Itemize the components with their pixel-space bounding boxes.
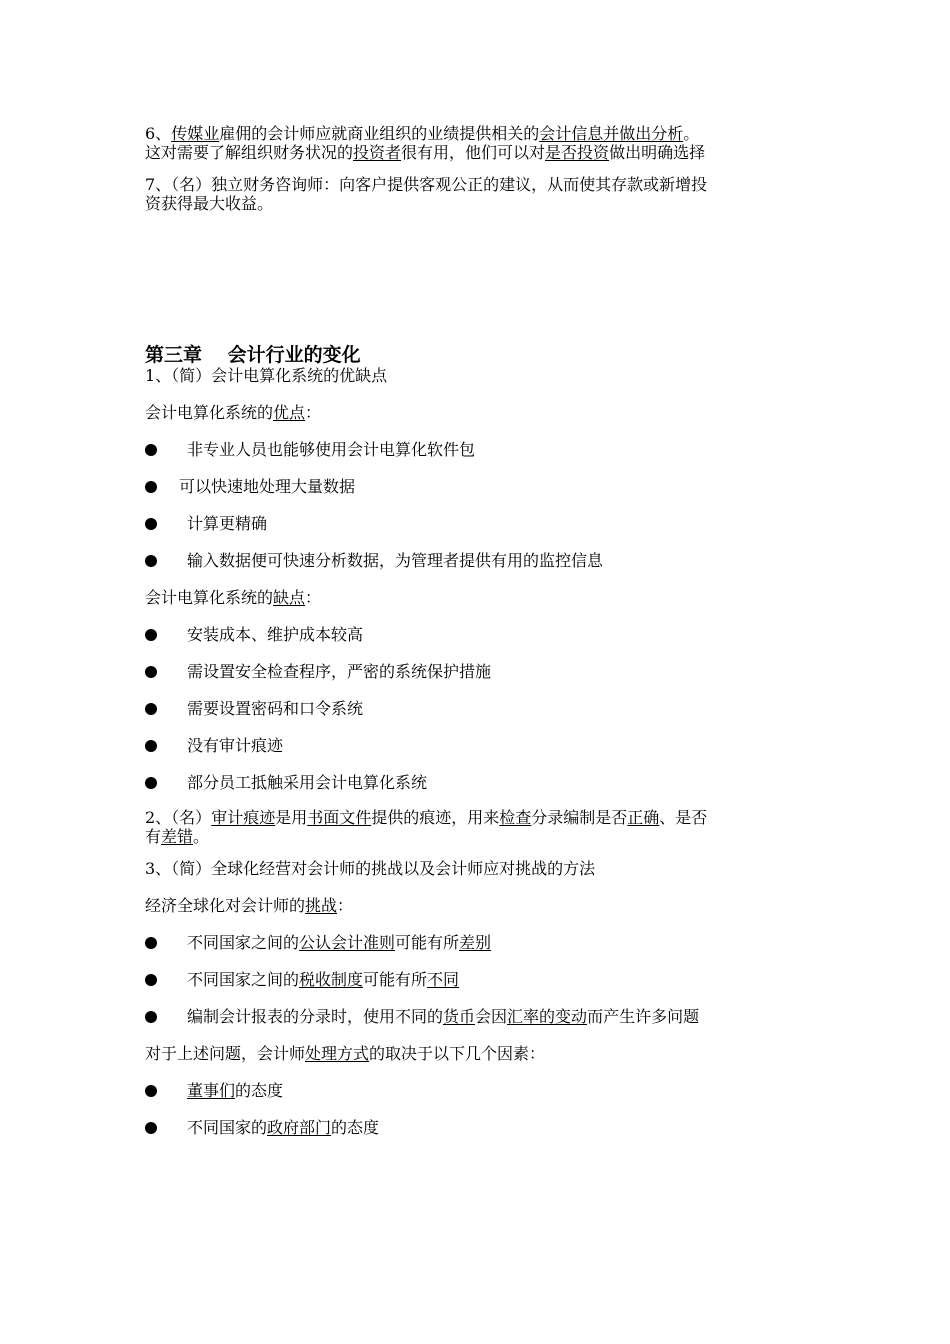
list-item xyxy=(145,970,815,989)
text: 做出明确选择 xyxy=(609,143,706,162)
bullet-icon xyxy=(145,1085,157,1097)
list-item xyxy=(145,1081,815,1100)
list-item xyxy=(145,514,815,533)
underlined-term: 差错 xyxy=(161,827,194,846)
bullet-icon xyxy=(145,1122,157,1134)
text: 不同国家的 xyxy=(187,1118,268,1137)
text: 这对需要了解组织财务状况的 xyxy=(145,143,354,162)
list-item xyxy=(145,933,815,952)
text: 编制会计报表的分录时，使用不同的 xyxy=(187,1007,444,1026)
underlined-term: 书面文件 xyxy=(307,808,372,827)
bullet-icon xyxy=(145,481,157,493)
underlined-term: 正确 xyxy=(627,808,660,827)
advantages-list xyxy=(145,440,815,570)
bullet-icon xyxy=(145,937,157,949)
question-2 xyxy=(145,808,815,846)
list-item-text xyxy=(187,1081,283,1100)
list-item xyxy=(145,625,815,644)
text: ： xyxy=(305,403,322,422)
underlined-term: 会计信息并做出分析 xyxy=(539,124,684,143)
bullet-icon xyxy=(145,703,157,715)
text: 经济全球化对会计师的 xyxy=(145,896,306,915)
document-page xyxy=(145,120,815,1137)
list-item-text: 需要设置密码和口令系统 xyxy=(187,699,364,718)
underlined-term: 挑战 xyxy=(305,896,338,915)
factors-list xyxy=(145,1081,815,1137)
paragraph-6 xyxy=(145,124,815,162)
text: 雇佣的会计师应就商业组织的业绩提供相关的 xyxy=(219,124,540,143)
underlined-term: 缺点 xyxy=(273,588,306,607)
bullet-icon xyxy=(145,974,157,986)
list-item xyxy=(145,773,815,792)
list-item-text xyxy=(187,933,491,952)
question-1-title: 1、（简）会计电算化系统的优缺点 xyxy=(145,366,388,385)
text: 是用 xyxy=(275,808,308,827)
text: ： xyxy=(337,896,354,915)
underlined-term: 检查 xyxy=(499,808,532,827)
text: 会计电算化系统的 xyxy=(145,403,274,422)
underlined-term: 汇率的变动 xyxy=(507,1007,588,1026)
text: 提供的痕迹，用来 xyxy=(371,808,500,827)
disadvantages-intro xyxy=(145,588,815,607)
challenges-intro xyxy=(145,896,815,915)
bullet-icon xyxy=(145,555,157,567)
bullet-icon xyxy=(145,777,157,789)
list-item xyxy=(145,699,815,718)
list-item-text: 可以快速地处理大量数据 xyxy=(179,477,356,496)
text: 不同国家之间的 xyxy=(187,970,300,989)
list-item xyxy=(145,662,815,681)
list-item xyxy=(145,1007,815,1026)
text: 的态度 xyxy=(235,1081,284,1100)
list-item xyxy=(145,1118,815,1137)
underlined-term: 优点 xyxy=(273,403,306,422)
underlined-term: 审计痕迹 xyxy=(211,808,276,827)
methods-intro xyxy=(145,1044,815,1063)
text: ： xyxy=(305,588,322,607)
underlined-term: 政府部门 xyxy=(267,1118,332,1137)
bullet-icon xyxy=(145,666,157,678)
list-item-text: 非专业人员也能够使用会计电算化软件包 xyxy=(187,440,476,459)
underlined-term: 货币 xyxy=(443,1007,476,1026)
question-3-title: 3、（简）全球化经营对会计师的挑战以及会计师应对挑战的方法 xyxy=(145,859,596,878)
list-item-text: 输入数据便可快速分析数据，为管理者提供有用的监控信息 xyxy=(187,551,604,570)
bullet-icon xyxy=(145,518,157,530)
list-item-text: 计算更精确 xyxy=(187,514,268,533)
challenges-list xyxy=(145,933,815,1026)
underlined-term: 税收制度 xyxy=(299,970,364,989)
bullet-icon xyxy=(145,1011,157,1023)
paragraph-7 xyxy=(145,175,815,213)
text: 很有用，他们可以对 xyxy=(401,143,546,162)
underlined-term: 传媒业 xyxy=(171,124,220,143)
text: 、是否 xyxy=(659,808,708,827)
underlined-term: 是否投资 xyxy=(545,143,610,162)
list-item xyxy=(145,736,815,755)
text: 资获得最大收益。 xyxy=(145,194,274,213)
underlined-term: 公认会计准则 xyxy=(299,933,396,952)
underlined-term: 差别 xyxy=(459,933,492,952)
text: 。 xyxy=(193,827,210,846)
text: 6、 xyxy=(145,124,172,143)
text: 分录编制是否 xyxy=(531,808,628,827)
list-item-text: 没有审计痕迹 xyxy=(187,736,284,755)
chapter-title: 第三章 会计行业的变化 xyxy=(145,344,361,366)
text: 不同国家之间的 xyxy=(187,933,300,952)
bullet-icon xyxy=(145,740,157,752)
text: 。 xyxy=(683,124,700,143)
underlined-term: 处理方式 xyxy=(305,1044,370,1063)
list-item xyxy=(145,551,815,570)
text: 对于上述问题，会计师 xyxy=(145,1044,306,1063)
text: 的取决于以下几个因素： xyxy=(369,1044,546,1063)
list-item-text xyxy=(187,970,459,989)
text: 会因 xyxy=(475,1007,508,1026)
text: 可能有所 xyxy=(395,933,460,952)
list-item xyxy=(145,477,815,496)
list-item-text xyxy=(187,1007,699,1026)
underlined-term: 董事们 xyxy=(187,1081,236,1100)
list-item-text: 部分员工抵触采用会计电算化系统 xyxy=(187,773,428,792)
bullet-icon xyxy=(145,629,157,641)
bullet-icon xyxy=(145,444,157,456)
text: 2、（名） xyxy=(145,808,212,827)
text: 会计电算化系统的 xyxy=(145,588,274,607)
list-item-text: 安装成本、维护成本较高 xyxy=(187,625,364,644)
underlined-term: 不同 xyxy=(427,970,460,989)
list-item-text: 需设置安全检查程序，严密的系统保护措施 xyxy=(187,662,492,681)
advantages-intro xyxy=(145,403,815,422)
text: 7、（名）独立财务咨询师：向客户提供客观公正的建议，从而使其存款或新增投 xyxy=(145,175,708,194)
text: 可能有所 xyxy=(363,970,428,989)
text: 而产生许多问题 xyxy=(587,1007,700,1026)
text: 的态度 xyxy=(331,1118,380,1137)
list-item xyxy=(145,440,815,459)
disadvantages-list xyxy=(145,625,815,792)
text: 有 xyxy=(145,827,162,846)
list-item-text xyxy=(187,1118,379,1137)
underlined-term: 投资者 xyxy=(353,143,402,162)
